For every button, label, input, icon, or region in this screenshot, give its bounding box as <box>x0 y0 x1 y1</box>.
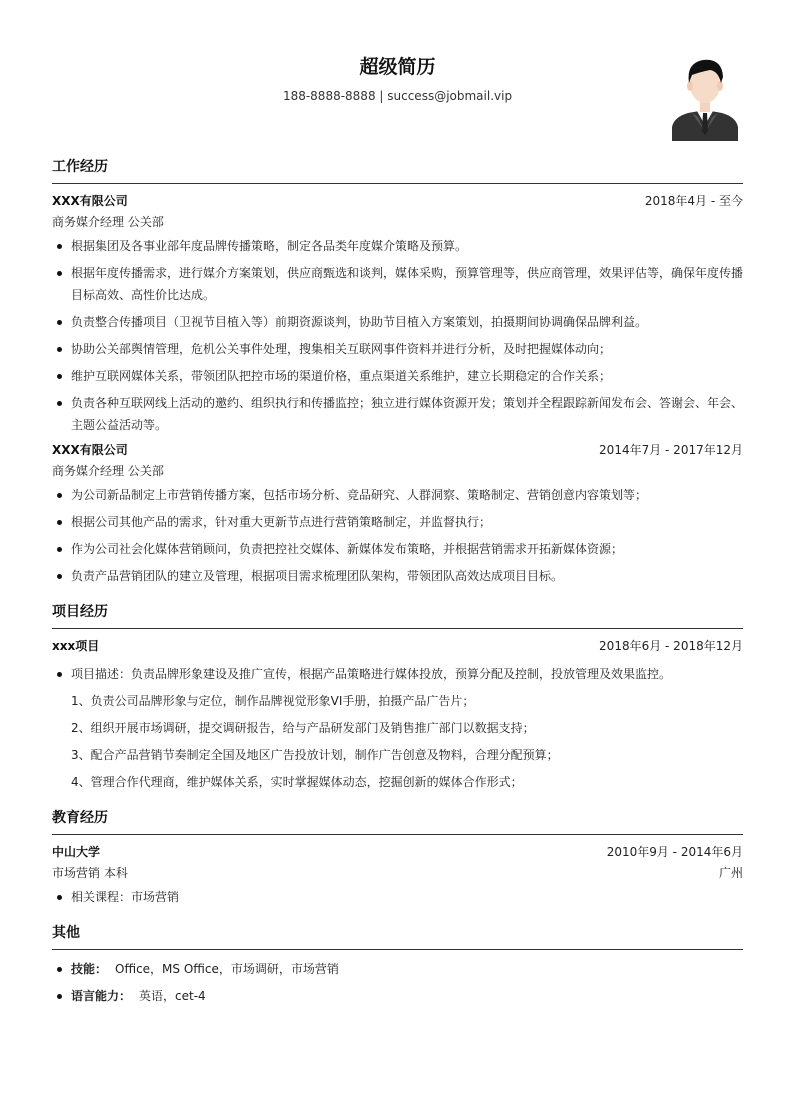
work-bullet: 协助公关部舆情管理，危机公关事件处理，搜集相关互联网事件资料并进行分析，及时把握媒体动向； <box>52 338 743 360</box>
language-item <box>52 985 743 1007</box>
work-bullet: 根据年度传播需求，进行媒介方案策划，供应商甄选和谈判，媒体采购，预算管理等，供应商管理，效果评估等，确保年度传播目标高效、高性价比达成。 <box>52 262 743 306</box>
work-section-title: 工作经历 <box>52 156 743 184</box>
courses: 相关课程：市场营销 <box>52 886 743 908</box>
work-bullet: 负责各种互联网线上活动的邀约、组织执行和传播监控；独立进行媒体资源开发；策划并全程跟踪新闻发布会、答谢会、年会、主题公益活动等。 <box>52 392 743 436</box>
resume-name: 超级简历 <box>359 56 436 78</box>
project-section-title: 项目经历 <box>52 601 743 629</box>
company-name: XXX有限公司 <box>52 443 128 457</box>
work-bullet: 作为公司社会化媒体营销顾问，负责把控社交媒体、新媒体发布策略，并根据营销需求开拓新媒体资源； <box>52 538 743 560</box>
education-section <box>52 807 743 908</box>
skills-item <box>52 958 743 980</box>
other-section-title: 其他 <box>52 922 743 950</box>
work-date: 2018年4月 - 至今 <box>644 194 743 208</box>
project-bullets <box>52 663 743 685</box>
job-role: 商务媒介经理 公关部 <box>52 215 164 229</box>
skills-value: Office，MS Office，市场调研，市场营销 <box>115 962 339 976</box>
project-name: xxx项目 <box>52 639 100 653</box>
work-bullets <box>52 484 743 587</box>
work-bullet: 根据公司其他产品的需求，针对重大更新节点进行营销策略制定，并监督执行； <box>52 511 743 533</box>
work-bullet: 负责产品营销团队的建立及管理，根据项目需求梳理团队架构，带领团队高效达成项目目标。 <box>52 565 743 587</box>
work-bullet: 根据集团及各事业部年度品牌传播策略，制定各品类年度媒介策略及预算。 <box>52 235 743 257</box>
work-bullet: 负责整合传播项目（卫视节目植入等）前期资源谈判，协助节目植入方案策划，拍摄期间协调确保品牌利益。 <box>52 311 743 333</box>
work-section <box>52 156 743 587</box>
project-section <box>52 601 743 793</box>
education-section-title: 教育经历 <box>52 807 743 835</box>
language-label: 语言能力： <box>71 989 132 1003</box>
other-section <box>52 922 743 1007</box>
school-name: 中山大学 <box>52 845 101 859</box>
work-bullet: 维护互联网媒体关系，带领团队把控市场的渠道价格，重点渠道关系维护，建立长期稳定的合作关系； <box>52 365 743 387</box>
job-role: 商务媒介经理 公关部 <box>52 464 164 478</box>
other-bullets <box>52 958 743 1007</box>
avatar-icon <box>670 55 740 141</box>
education-bullets <box>52 886 743 908</box>
major: 市场营销 本科 <box>52 866 128 880</box>
education-date: 2010年9月 - 2014年6月 <box>606 845 743 859</box>
project-item: 1、负责公司品牌形象与定位，制作品牌视觉形象VI手册，拍摄产品广告片； <box>71 694 475 708</box>
project-item: 2、组织开展市场调研，提交调研报告，给与产品研发部门及销售推广部门以数据支持； <box>71 721 535 735</box>
work-entry <box>52 192 743 436</box>
project-date: 2018年6月 - 2018年12月 <box>599 639 743 653</box>
language-value: 英语，cet-4 <box>139 989 206 1003</box>
project-item: 3、配合产品营销节奏制定全国及地区广告投放计划，制作广告创意及物料，合理分配预算； <box>71 748 559 762</box>
resume-page <box>52 0 743 1021</box>
work-date: 2014年7月 - 2017年12月 <box>599 443 743 457</box>
project-item: 4、管理合作代理商，维护媒体关系，实时掌握媒体动态，挖掘创新的媒体合作形式； <box>71 775 523 789</box>
work-bullet: 为公司新品制定上市营销传播方案，包括市场分析、竞品研究、人群洞察、策略制定、营销创意内容策划等； <box>52 484 743 506</box>
work-entry <box>52 441 743 587</box>
resume-header <box>52 0 743 150</box>
project-description: 项目描述：负责品牌形象建设及推广宣传，根据产品策略进行媒体投放，预算分配及控制，投放管理及效果监控。 <box>52 663 743 685</box>
company-name: XXX有限公司 <box>52 194 128 208</box>
project-items <box>52 690 743 793</box>
contact-info: 188-8888-8888 | success@jobmail.vip <box>282 89 513 103</box>
work-bullets <box>52 235 743 436</box>
location: 广州 <box>718 866 743 880</box>
skills-label: 技能： <box>71 962 108 976</box>
